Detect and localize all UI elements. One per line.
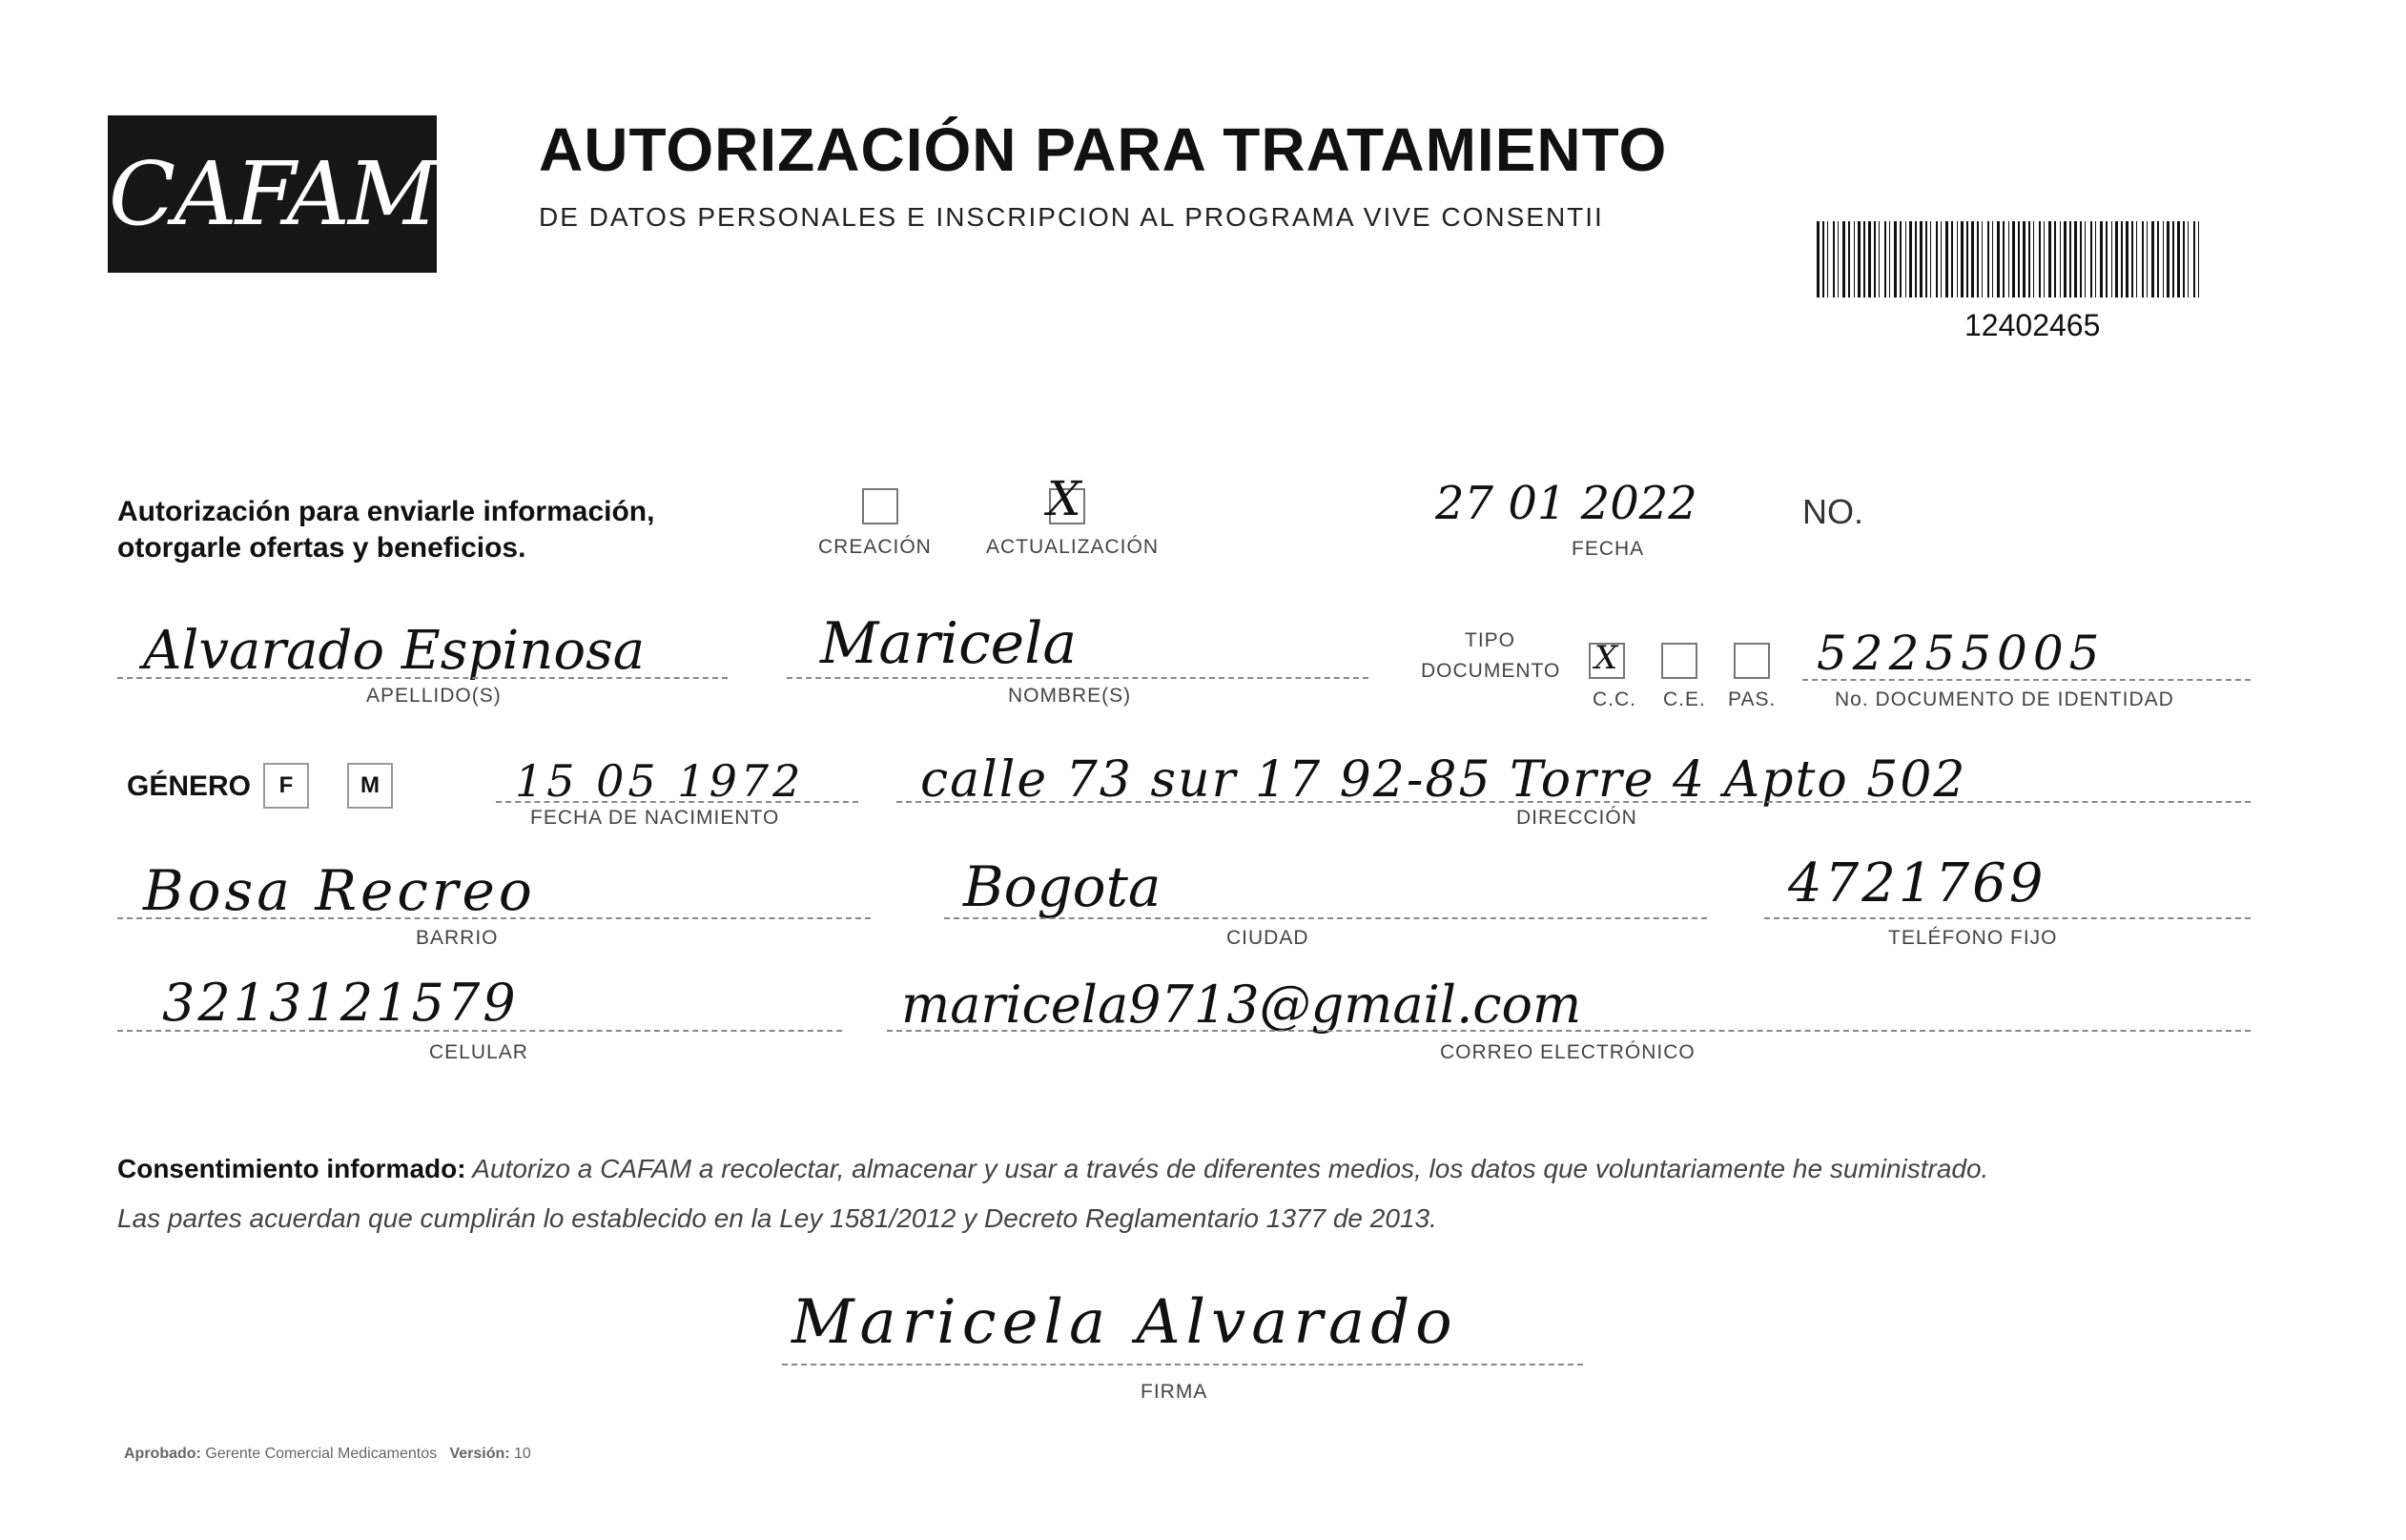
document-title: AUTORIZACIÓN PARA TRATAMIENTO — [539, 115, 1668, 184]
telefono-value: 4721769 — [1788, 852, 2046, 914]
nombre-line — [787, 677, 1368, 679]
actualizacion-mark: X — [1047, 471, 1081, 526]
tipo-label-2: DOCUMENTO — [1421, 660, 1561, 682]
telefono-line — [1764, 917, 2251, 919]
nombre-label: NOMBRE(S) — [1008, 685, 1132, 707]
cc-checkbox[interactable] — [1589, 639, 1625, 679]
logo-text: CAFAM — [108, 143, 437, 245]
creacion-label: CREACIÓN — [818, 536, 932, 558]
authorization-heading — [117, 494, 654, 566]
apellidos-label: APELLIDO(S) — [366, 685, 502, 707]
barcode-number: 12402465 — [1964, 308, 2101, 342]
nombre-value: Maricela — [820, 610, 1078, 677]
barrio-label: BARRIO — [416, 927, 499, 949]
actualizacion-label: ACTUALIZACIÓN — [986, 536, 1160, 558]
genero-m-box[interactable]: M — [347, 763, 393, 809]
ciudad-line — [944, 917, 1707, 919]
signature-label: FIRMA — [1141, 1381, 1208, 1403]
barcode-icon — [1817, 221, 2206, 298]
signature-value: Maricela Alvarado — [792, 1287, 1458, 1358]
celular-line — [117, 1030, 842, 1032]
barrio-line — [117, 917, 871, 919]
apellidos-line — [117, 677, 728, 679]
pas-checkbox[interactable] — [1734, 643, 1770, 679]
cafam-logo — [108, 115, 437, 273]
consent-text-2: Las partes acuerdan que cumplirán lo establecido en la Ley 1581/2012 y Decreto Reglamentario 1377 de 2013. — [117, 1203, 1437, 1233]
cc-mark: X — [1594, 639, 1618, 677]
document-subtitle: DE DATOS PERSONALES E INSCRIPCION AL PROGRAMA VIVE CONSENTII — [539, 202, 1604, 232]
barrio-value: Bosa Recreo — [143, 858, 536, 923]
correo-line — [887, 1030, 2251, 1032]
creacion-checkbox[interactable] — [862, 488, 898, 524]
signature-line — [782, 1364, 1583, 1365]
pas-label: PAS. — [1728, 688, 1777, 710]
authorization-heading-line1: Autorización para enviarle información, — [117, 496, 655, 527]
version-label: Versión: — [449, 1446, 510, 1462]
direccion-line — [896, 801, 2251, 803]
consent-text-1: Autorizo a CAFAM a recolectar, almacenar y usar a través de diferentes medios, los datos que voluntariamente he suministrado. — [465, 1154, 1989, 1183]
documento-value: 52255005 — [1817, 626, 2106, 681]
documento-line — [1802, 679, 2251, 681]
ciudad-label: CIUDAD — [1226, 927, 1309, 949]
actualizacion-checkbox[interactable] — [1047, 471, 1085, 526]
consent-paragraph — [117, 1144, 2244, 1243]
nacimiento-label: FECHA DE NACIMIENTO — [530, 807, 780, 829]
direccion-value: calle 73 sur 17 92-85 Torre 4 Apto 502 — [920, 751, 1967, 809]
celular-value: 3213121579 — [162, 973, 519, 1033]
celular-label: CELULAR — [429, 1041, 528, 1063]
direccion-label: DIRECCIÓN — [1516, 807, 1637, 829]
nacimiento-line — [496, 801, 858, 803]
fecha-value: 27 01 2022 — [1435, 477, 1697, 530]
no-label: NO. — [1802, 492, 1864, 531]
authorization-heading-line2: otorgarle ofertas y beneficios. — [117, 532, 526, 564]
nacimiento-value: 15 05 1972 — [515, 755, 805, 807]
genero-label: GÉNERO — [127, 770, 252, 802]
ce-label: C.E. — [1663, 688, 1706, 710]
aprobado-value: Gerente Comercial Medicamentos — [205, 1446, 438, 1462]
correo-value: maricela9713@gmail.com — [901, 975, 1582, 1035]
cc-label: C.C. — [1593, 688, 1636, 710]
version-value: 10 — [514, 1446, 531, 1462]
aprobado-label: Aprobado: — [124, 1446, 201, 1462]
consent-lead: Consentimiento informado: — [117, 1154, 466, 1183]
correo-label: CORREO ELECTRÓNICO — [1440, 1041, 1696, 1063]
apellidos-value: Alvarado Espinosa — [143, 620, 646, 682]
tipo-label-1: TIPO — [1465, 629, 1516, 651]
fecha-label: FECHA — [1572, 538, 1645, 560]
ce-checkbox[interactable] — [1661, 643, 1697, 679]
ciudad-value: Bogota — [963, 854, 1162, 919]
footer-approval — [124, 1446, 531, 1463]
genero-f-box[interactable]: F — [263, 763, 309, 809]
telefono-label: TELÉFONO FIJO — [1888, 927, 2058, 949]
documento-label: No. DOCUMENTO DE IDENTIDAD — [1835, 688, 2174, 710]
